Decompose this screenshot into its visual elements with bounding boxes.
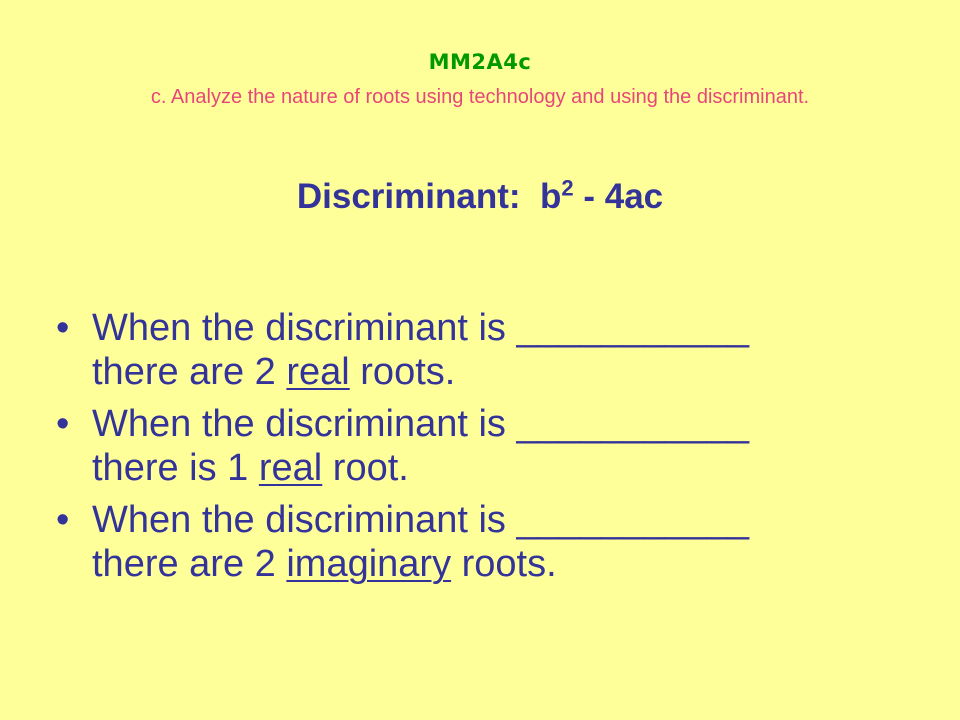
bullet-line-2	[92, 446, 960, 490]
bullet-item	[0, 306, 960, 394]
heading-exponent: 2	[561, 175, 574, 201]
heading-b: b	[539, 177, 562, 216]
bullet-line-2	[92, 542, 960, 586]
heading-label: Discriminant:	[296, 177, 521, 216]
bullet-post: roots.	[349, 351, 456, 393]
bullet-post: root.	[322, 447, 409, 489]
bullet-underlined: imaginary	[286, 543, 452, 585]
bullet-line-1: When the discriminant is ___________	[92, 307, 749, 349]
bullet-item	[0, 498, 960, 586]
standard-code: MM2A4c	[428, 50, 532, 74]
bullet-line-2	[92, 350, 960, 394]
bullet-item	[0, 402, 960, 490]
bullet-post: roots.	[451, 543, 557, 585]
bullet-pre: there are 2	[92, 543, 287, 585]
bullet-underlined: real	[258, 447, 323, 489]
bullet-pre: there are 2	[92, 351, 287, 393]
bullet-line-1: When the discriminant is ___________	[92, 499, 749, 541]
bullet-dot: •	[56, 403, 70, 445]
bullet-list	[0, 306, 960, 594]
bullet-underlined: real	[286, 351, 350, 393]
bullet-line-1: When the discriminant is ___________	[92, 403, 749, 445]
bullet-dot: •	[56, 499, 70, 541]
bullet-pre: there is 1	[92, 447, 259, 489]
standard-description: c. Analyze the nature of roots using technology and using the discriminant.	[150, 86, 810, 108]
bullet-dot: •	[56, 307, 70, 349]
heading-rest: - 4ac	[583, 177, 664, 216]
discriminant-heading	[0, 177, 960, 217]
